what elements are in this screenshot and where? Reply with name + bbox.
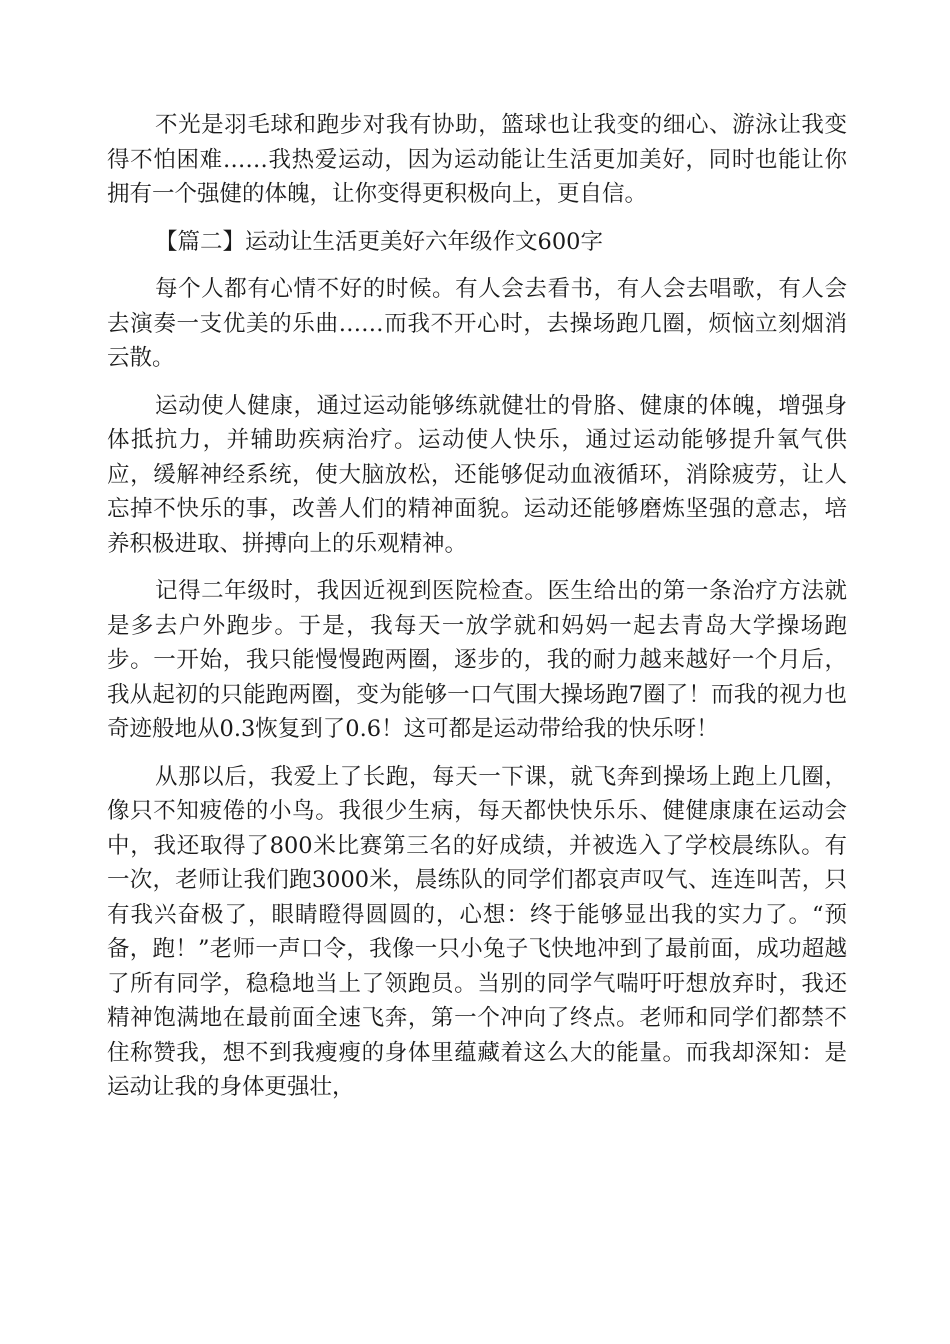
- paragraph-2: 运动使人健康，通过运动能够练就健壮的骨胳、健康的体魄，增强身体抵抗力，并辅助疾病治疗。运动使人快乐，通过运动能够提升氧气供应，缓解神经系统，使大脑放松，还能够促动血液循环，消除疲劳，让人忘掉不快乐的事，改善人们的精神面貌。运动还能够磨炼坚强的意志，培养积极进取、拼搏向上的乐观精神。: [107, 392, 847, 557]
- paragraph-3: 记得二年级时，我因近视到医院检查。医生给出的第一条治疗方法就是多去户外跑步。于是，我每天一放学就和妈妈一起去青岛大学操场跑步。一开始，我只能慢慢跑两圈，逐步的，我的耐力越来越好一个月后，我从起初的只能跑两圈，变为能够一口气围大操场跑7圈了！而我的视力也奇迹般地从0.3恢复到了0.6！这可都是运动带给我的快乐呀！: [107, 578, 847, 742]
- paragraph-intro-closing: 不光是羽毛球和跑步对我有协助，篮球也让我变的细心、游泳让我变得不怕困难……我热爱运动，因为运动能让生活更加美好，同时也能让你拥有一个强健的体魄，让你变得更积极向上，更自信。: [107, 112, 847, 207]
- paragraph-4: 从那以后，我爱上了长跑，每天一下课，就飞奔到操场上跑上几圈，像只不知疲倦的小鸟。我很少生病，每天都快快乐乐、健健康康在运动会中，我还取得了800米比赛第三名的好成绩，并被选入了学校晨练队。有一次，老师让我们跑3000米，晨练队的同学们都哀声叹气、连连叫苦，只有我兴奋极了，眼睛瞪得圆圆的，心想：终于能够显出我的实力了。“预备，跑！”老师一声口令，我像一只小兔子飞快地冲到了最前面，成功超越了所有同学，稳稳地当上了领跑员。当别的同学气喘吁吁想放弃时，我还精神饱满地在最前面全速飞奔，第一个冲向了终点。老师和同学们都禁不住称赞我，想不到我瘦瘦的身体里蕴藏着这么大的能量。而我却深知：是运动让我的身体更强壮，: [107, 763, 847, 1100]
- section-heading: 【篇二】运动让生活更美好六年级作文600字: [155, 228, 603, 255]
- paragraph-1: 每个人都有心情不好的时候。有人会去看书，有人会去唱歌，有人会去演奏一支优美的乐曲……而我不开心时，去操场跑几圈，烦恼立刻烟消云散。: [107, 276, 847, 371]
- document-body: [107, 108, 847, 1118]
